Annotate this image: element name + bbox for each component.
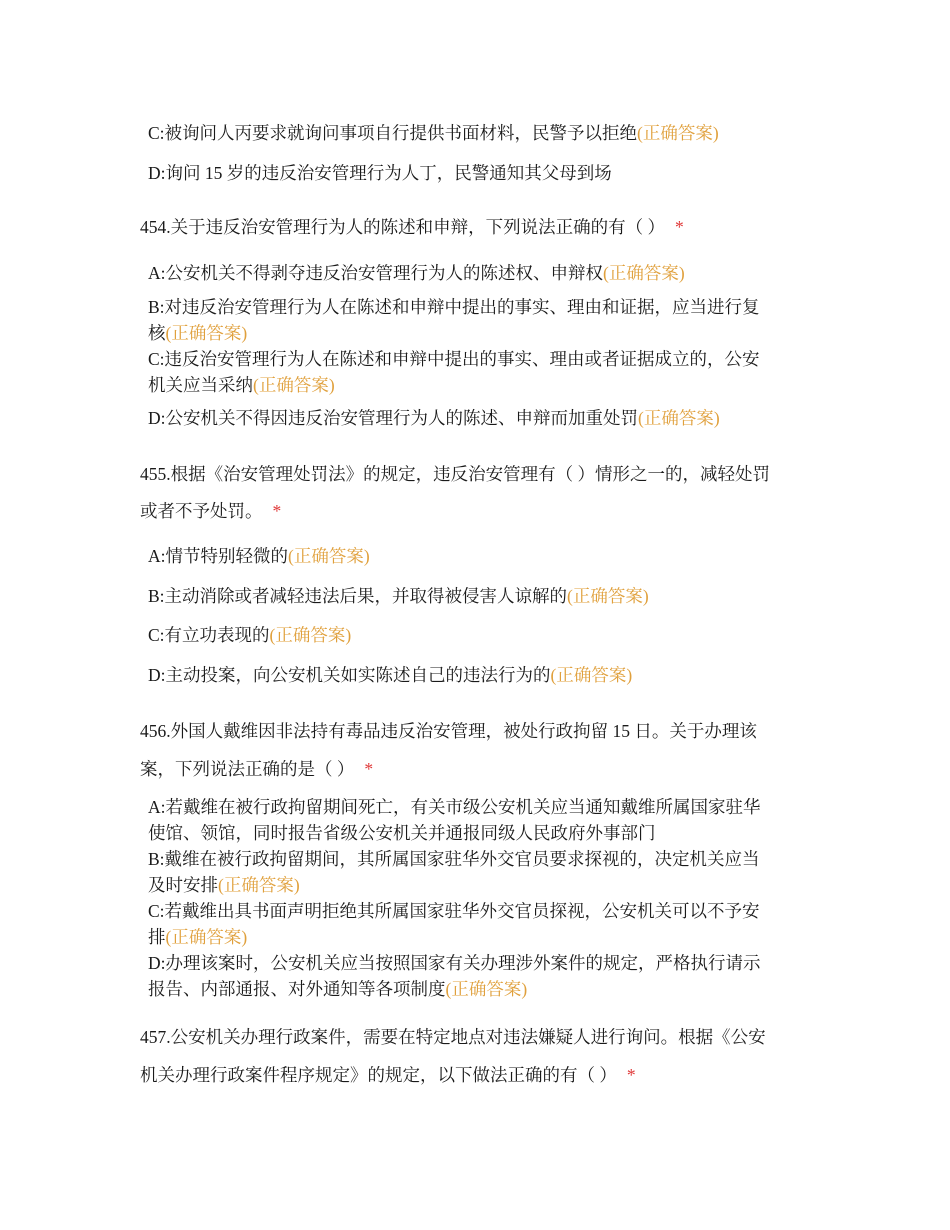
option-text: D:主动投案，向公安机关如实陈述自己的违法行为的(正确答案) — [148, 665, 633, 685]
correct-answer-tag: (正确答案) — [445, 979, 528, 999]
correct-answer-tag: (正确答案) — [637, 123, 719, 143]
option-text: B:对违反治安管理行为人在陈述和申辩中提出的事实、理由和证据，应当进行复 — [148, 297, 760, 317]
question-456-title: 456.外国人戴维因非法持有毒品违反治安管理，被处行政拘留 15 日。关于办理该 — [140, 721, 757, 741]
correct-answer-tag: (正确答案) — [567, 586, 649, 606]
question-454-title: 454.关于违反治安管理行为人的陈述和申辩，下列说法正确的有（ ） * — [140, 217, 684, 237]
required-mark: * — [675, 217, 684, 237]
correct-answer-tag: (正确答案) — [218, 875, 300, 895]
option-text: B:戴维在被行政拘留期间，其所属国家驻华外交官员要求探视的，决定机关应当 — [148, 849, 760, 869]
option-text: A:公安机关不得剥夺违反治安管理行为人的陈述权、申辩权(正确答案) — [148, 263, 685, 283]
question-457-title: 457.公安机关办理行政案件，需要在特定地点对违法嫌疑人进行询问。根据《公安 — [140, 1027, 766, 1047]
correct-answer-tag: (正确答案) — [638, 408, 720, 428]
option-text: A:情节特别轻微的(正确答案) — [148, 546, 370, 566]
option-text: 及时安排(正确答案) — [148, 875, 300, 895]
correct-answer-tag: (正确答案) — [253, 375, 335, 395]
correct-answer-tag: (正确答案) — [288, 546, 370, 566]
correct-answer-tag: (正确答案) — [165, 323, 248, 343]
option-text: B:主动消除或者减轻违法后果，并取得被侵害人谅解的(正确答案) — [148, 586, 649, 606]
required-mark: * — [626, 1065, 636, 1085]
option-text: 核(正确答案) — [148, 323, 248, 343]
question-455-title: 455.根据《治安管理处罚法》的规定，违反治安管理有（ ）情形之一的，减轻处罚 — [140, 464, 770, 484]
option-text: 机关应当采纳(正确答案) — [148, 375, 335, 395]
option-text: C:若戴维出具书面声明拒绝其所属国家驻华外交官员探视，公安机关可以不予安 — [148, 901, 760, 921]
correct-answer-tag: (正确答案) — [165, 927, 248, 947]
option-text: 报告、内部通报、对外通知等各项制度(正确答案) — [148, 979, 528, 999]
question-456-title: 案，下列说法正确的是（ ） * — [140, 759, 374, 779]
option-text: C:有立功表现的(正确答案) — [148, 625, 352, 645]
required-mark: * — [272, 501, 282, 521]
option-text: C:被询问人丙要求就询问事项自行提供书面材料，民警予以拒绝(正确答案) — [148, 123, 719, 143]
option-text: 使馆、领馆，同时报告省级公安机关并通报同级人民政府外事部门 — [148, 823, 656, 843]
correct-answer-tag: (正确答案) — [269, 625, 352, 645]
option-text: D:询问 15 岁的违反治安管理行为人丁，民警通知其父母到场 — [148, 163, 612, 183]
option-text: A:若戴维在被行政拘留期间死亡，有关市级公安机关应当通知戴维所属国家驻华 — [148, 797, 761, 817]
required-mark: * — [364, 759, 374, 779]
option-text: D:办理该案时，公安机关应当按照国家有关办理涉外案件的规定，严格执行请示 — [148, 953, 761, 973]
correct-answer-tag: (正确答案) — [550, 665, 633, 685]
option-text: 排(正确答案) — [148, 927, 248, 947]
option-text: D:公安机关不得因违反治安管理行为人的陈述、申辩而加重处罚(正确答案) — [148, 408, 720, 428]
question-455-title: 或者不予处罚。 * — [140, 501, 282, 521]
question-457-title: 机关办理行政案件程序规定》的规定，以下做法正确的有（ ） * — [140, 1065, 636, 1085]
correct-answer-tag: (正确答案) — [603, 263, 685, 283]
option-text: C:违反治安管理行为人在陈述和申辩中提出的事实、理由或者证据成立的，公安 — [148, 349, 760, 369]
